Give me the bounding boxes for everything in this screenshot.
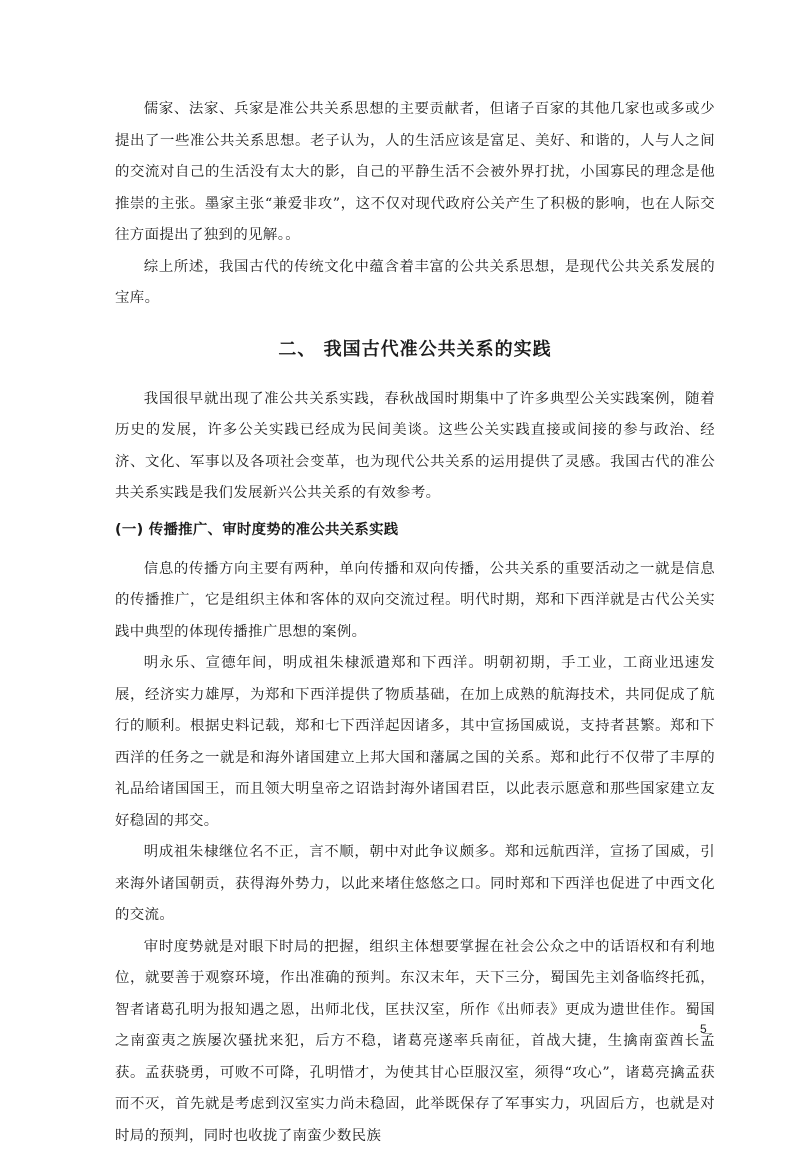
intro-paragraph-1: 儒家、法家、兵家是准公共关系思想的主要贡献者，但诸子百家的其他几家也或多或少提出了一些准公共关系思想。老子认为，人的生活应该是富足、美好、和谐的，人与人之间的交流对自己的生活没有太大的影，自己的平静生活不会被外界打扰，小国寡民的理念是他推崇的主张。墨家主张“兼爱非攻”，这不仅对现代政府公关产生了积极的影响，也在人际交往方面提出了独到的见解。。 xyxy=(115,94,715,252)
subsection-paragraph-2: 明永乐、宣德年间，明成祖朱棣派遣郑和下西洋。明朝初期，手工业，工商业迅速发展，经济实力雄厚，为郑和下西洋提供了物质基础，在加上成熟的航海技术，共同促成了航行的顺利。根据史料记载，郑和七下西洋起因诸多，其中宣扬国威说，支持者甚繁。郑和下西洋的任务之一就是和海外诸国建立上邦大国和藩属之国的关系。郑和此行不仅带了丰厚的礼品给诸国国王，而且领大明皇帝之诏诰封海外诸国君臣，以此表示愿意和那些国家建立友好稳固的邦交。 xyxy=(115,648,715,837)
page-number: 5 xyxy=(700,1022,707,1036)
subsection-paragraph-1: 信息的传播方向主要有两种，单向传播和双向传播，公共关系的重要活动之一就是信息的传播推广，它是组织主体和客体的双向交流过程。明代时期，郑和下西洋就是古代公关实践中典型的体现传播推广思想的案例。 xyxy=(115,554,715,649)
section-heading: 二、 我国古代准公共关系的实践 xyxy=(115,334,715,366)
intro-paragraph-2: 综上所述，我国古代的传统文化中蕴含着丰富的公共关系思想，是现代公共关系发展的宝库。 xyxy=(115,252,715,315)
subsection-paragraph-4: 审时度势就是对眼下时局的把握，组织主体想要掌握在社会公众之中的话语权和有利地位，就要善于观察环境，作出准确的预判。东汉末年，天下三分，蜀国先主刘备临终托孤，智者诸葛孔明为报知遇之恩，出师北伐，匡扶汉室，所作《出师表》更成为遗世佳作。蜀国之南蛮夷之族屡次骚扰来犯，后方不稳，诸葛亮遂率兵南征，首战大捷，生擒南蛮酋长孟获。孟获骁勇，可败不可降，孔明惜才，为使其甘心臣服汉室，须得“攻心”，诸葛亮擒孟获而不灭，首先就是考虑到汉室实力尚未稳固，此举既保存了军事实力，巩固后方，也就是对时局的预判，同时也收拢了南蛮少数民族 xyxy=(115,932,715,1152)
page-content xyxy=(115,94,715,1152)
subsection-paragraph-3: 明成祖朱棣继位名不正，言不顺，朝中对此争议颇多。郑和远航西洋，宣扬了国威，引来海外诸国朝贡，获得海外势力，以此来堵住悠悠之口。同时郑和下西洋也促进了中西文化的交流。 xyxy=(115,837,715,932)
section-paragraph: 我国很早就出现了准公共关系实践，春秋战国时期集中了许多典型公关实践案例，随着历史的发展，许多公关实践已经成为民间美谈。这些公关实践直接或间接的参与政治、经济、文化、军事以及各项社会变革，也为现代公共关系的运用提供了灵感。我国古代的准公共关系实践是我们发展新兴公共关系的有效参考。 xyxy=(115,384,715,510)
subsection-heading: (一) 传播推广、审时度势的准公共关系实践 xyxy=(115,514,715,546)
